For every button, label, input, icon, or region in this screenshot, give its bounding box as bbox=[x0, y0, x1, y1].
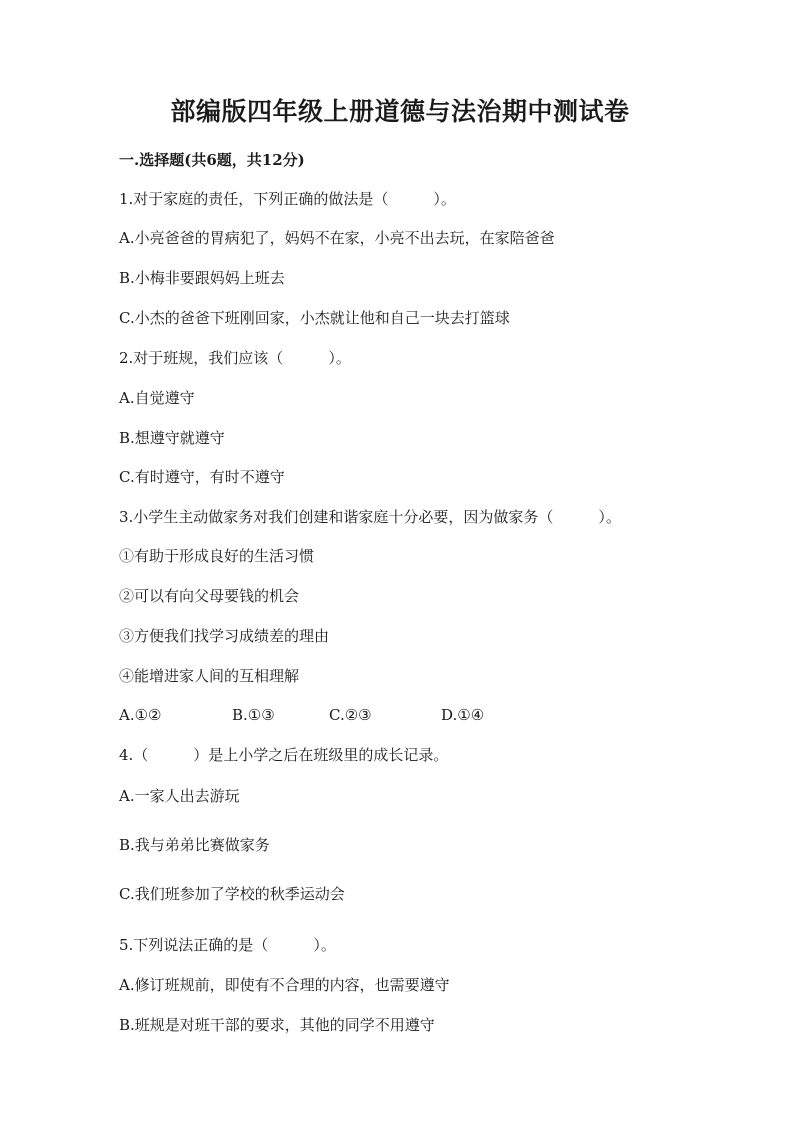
question-3-option-d: D.①④ bbox=[441, 706, 485, 724]
question-3-options bbox=[119, 705, 719, 725]
question-3-item-2: ②可以有向父母要钱的机会 bbox=[119, 587, 300, 605]
question-3-item-3: ③方便我们找学习成绩差的理由 bbox=[119, 627, 330, 645]
question-5-option-b: B.班规是对班干部的要求，其他的同学不用遵守 bbox=[119, 1016, 435, 1034]
question-2-stem: 2.对于班规，我们应该（ ）。 bbox=[119, 349, 351, 367]
question-3-item-4: ④能增进家人间的互相理解 bbox=[119, 667, 300, 685]
question-4-option-a: A.一家人出去游玩 bbox=[119, 787, 240, 805]
question-1-stem: 1.对于家庭的责任，下列正确的做法是（ ）。 bbox=[119, 190, 456, 208]
question-1-option-c: C.小杰的爸爸下班刚回家，小杰就让他和自己一块去打篮球 bbox=[119, 309, 510, 327]
section-heading: 一.选择题(共6题，共12分) bbox=[119, 151, 305, 169]
question-3-option-a: A.①② bbox=[119, 706, 162, 724]
question-2-option-a: A.自觉遵守 bbox=[119, 389, 195, 407]
question-5-option-a: A.修订班规前，即使有不合理的内容，也需要遵守 bbox=[119, 976, 450, 994]
page-title: 部编版四年级上册道德与法治期中测试卷 bbox=[170, 97, 630, 126]
question-3-option-b: B.①③ bbox=[232, 706, 275, 724]
question-2-option-b: B.想遵守就遵守 bbox=[119, 429, 225, 447]
question-1-option-b: B.小梅非要跟妈妈上班去 bbox=[119, 269, 285, 287]
question-4-option-b: B.我与弟弟比赛做家务 bbox=[119, 836, 270, 854]
question-3-option-c: C.②③ bbox=[329, 706, 372, 724]
question-1-option-a: A.小亮爸爸的胃病犯了，妈妈不在家，小亮不出去玩，在家陪爸爸 bbox=[119, 229, 555, 247]
question-4-option-c: C.我们班参加了学校的秋季运动会 bbox=[119, 885, 345, 903]
question-2-option-c: C.有时遵守，有时不遵守 bbox=[119, 468, 285, 486]
question-5-stem: 5.下列说法正确的是（ ）。 bbox=[119, 936, 336, 954]
question-3-stem: 3.小学生主动做家务对我们创建和谐家庭十分必要，因为做家务（ ）。 bbox=[119, 508, 621, 526]
question-4-stem: 4.（ ）是上小学之后在班级里的成长记录。 bbox=[119, 746, 449, 764]
question-3-item-1: ①有助于形成良好的生活习惯 bbox=[119, 547, 315, 565]
